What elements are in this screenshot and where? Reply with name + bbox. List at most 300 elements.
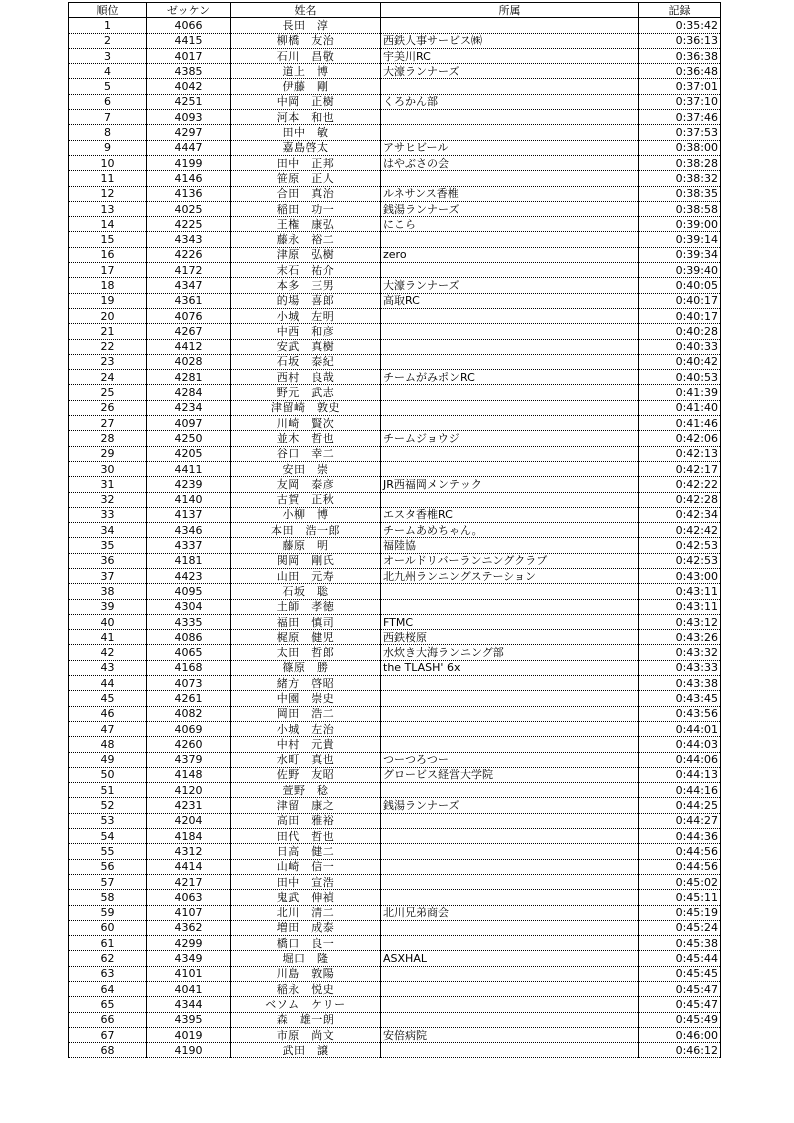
bib-cell: 4137 <box>147 507 231 522</box>
rank-cell: 53 <box>69 813 147 828</box>
team-cell: ASXHAL <box>381 951 639 966</box>
rank-cell: 52 <box>69 798 147 813</box>
rank-cell: 41 <box>69 630 147 645</box>
runner-name-cell: 梶原 健児 <box>231 630 381 645</box>
rank-cell: 59 <box>69 905 147 920</box>
bib-cell: 4347 <box>147 278 231 293</box>
bib-cell: 4184 <box>147 829 231 844</box>
bib-cell: 4226 <box>147 247 231 262</box>
time-cell: 0:39:40 <box>639 263 721 278</box>
rank-cell: 55 <box>69 844 147 859</box>
rank-cell: 57 <box>69 874 147 889</box>
time-cell: 0:42:06 <box>639 431 721 446</box>
team-cell: FTMC <box>381 614 639 629</box>
team-cell <box>381 966 639 981</box>
team-cell <box>381 232 639 247</box>
table-row <box>69 110 721 125</box>
runner-name-cell: 安武 真樹 <box>231 339 381 354</box>
bib-cell: 4362 <box>147 920 231 935</box>
runner-name-cell: 田中 宣浩 <box>231 874 381 889</box>
time-cell: 0:40:42 <box>639 354 721 369</box>
table-row <box>69 461 721 476</box>
runner-name-cell: 谷口 幸二 <box>231 446 381 461</box>
bib-cell: 4146 <box>147 171 231 186</box>
runner-name-cell: 山田 元寿 <box>231 568 381 583</box>
time-cell: 0:38:35 <box>639 186 721 201</box>
rank-cell: 4 <box>69 64 147 79</box>
time-cell: 0:38:00 <box>639 140 721 155</box>
team-cell: 北川兄弟商会 <box>381 905 639 920</box>
team-cell: 高取RC <box>381 293 639 308</box>
runner-name-cell: 笹原 正人 <box>231 171 381 186</box>
table-row <box>69 982 721 997</box>
runner-name-cell: 西村 良哉 <box>231 370 381 385</box>
time-cell: 0:43:38 <box>639 676 721 691</box>
rank-cell: 21 <box>69 324 147 339</box>
rank-cell: 14 <box>69 217 147 232</box>
rank-cell: 8 <box>69 125 147 140</box>
header-rank: 順位 <box>69 3 147 18</box>
table-row <box>69 507 721 522</box>
team-cell <box>381 1012 639 1027</box>
runner-name-cell: 稲永 悦史 <box>231 982 381 997</box>
bib-cell: 4066 <box>147 18 231 33</box>
time-cell: 0:41:39 <box>639 385 721 400</box>
table-row <box>69 829 721 844</box>
runner-name-cell: 市原 尚文 <box>231 1027 381 1042</box>
bib-cell: 4261 <box>147 691 231 706</box>
time-cell: 0:37:46 <box>639 110 721 125</box>
team-cell <box>381 461 639 476</box>
runner-name-cell: 橋口 良一 <box>231 936 381 951</box>
team-cell <box>381 400 639 415</box>
table-row <box>69 691 721 706</box>
team-cell <box>381 920 639 935</box>
runner-name-cell: 中岡 正樹 <box>231 94 381 109</box>
time-cell: 0:39:34 <box>639 247 721 262</box>
rank-cell: 43 <box>69 660 147 675</box>
runner-name-cell: 稲田 功一 <box>231 201 381 216</box>
table-row <box>69 538 721 553</box>
table-row <box>69 155 721 170</box>
time-cell: 0:44:06 <box>639 752 721 767</box>
time-cell: 0:40:28 <box>639 324 721 339</box>
table-row <box>69 324 721 339</box>
rank-cell: 9 <box>69 140 147 155</box>
time-cell: 0:45:44 <box>639 951 721 966</box>
team-cell: つーつろつー <box>381 752 639 767</box>
bib-cell: 4204 <box>147 813 231 828</box>
header-bib: ゼッケン <box>147 3 231 18</box>
runner-name-cell: 中村 元貴 <box>231 737 381 752</box>
rank-cell: 64 <box>69 982 147 997</box>
runner-name-cell: 川崎 賢次 <box>231 416 381 431</box>
table-row <box>69 64 721 79</box>
team-cell: チームジョウジ <box>381 431 639 446</box>
team-cell: ルネサンス香椎 <box>381 186 639 201</box>
rank-cell: 20 <box>69 308 147 323</box>
bib-cell: 4335 <box>147 614 231 629</box>
rank-cell: 61 <box>69 936 147 951</box>
rank-cell: 66 <box>69 1012 147 1027</box>
bib-cell: 4205 <box>147 446 231 461</box>
bib-cell: 4344 <box>147 997 231 1012</box>
time-cell: 0:43:11 <box>639 584 721 599</box>
team-cell <box>381 308 639 323</box>
rank-cell: 35 <box>69 538 147 553</box>
time-cell: 0:40:33 <box>639 339 721 354</box>
team-cell <box>381 584 639 599</box>
table-row <box>69 645 721 660</box>
time-cell: 0:44:56 <box>639 844 721 859</box>
rank-cell: 48 <box>69 737 147 752</box>
team-cell: にこら <box>381 217 639 232</box>
team-cell: はやぶさの会 <box>381 155 639 170</box>
time-cell: 0:43:26 <box>639 630 721 645</box>
team-cell <box>381 263 639 278</box>
rank-cell: 11 <box>69 171 147 186</box>
time-cell: 0:40:17 <box>639 293 721 308</box>
runner-name-cell: 安田 崇 <box>231 461 381 476</box>
bib-cell: 4361 <box>147 293 231 308</box>
runner-name-cell: 小城 左明 <box>231 308 381 323</box>
runner-name-cell: 緒方 啓昭 <box>231 676 381 691</box>
time-cell: 0:42:22 <box>639 477 721 492</box>
bib-cell: 4412 <box>147 339 231 354</box>
team-cell: 安倍病院 <box>381 1027 639 1042</box>
runner-name-cell: 津留 康之 <box>231 798 381 813</box>
time-cell: 0:45:47 <box>639 982 721 997</box>
time-cell: 0:38:58 <box>639 201 721 216</box>
runner-name-cell: 藤永 裕二 <box>231 232 381 247</box>
runner-name-cell: 田中 敏 <box>231 125 381 140</box>
bib-cell: 4140 <box>147 492 231 507</box>
rank-cell: 2 <box>69 33 147 48</box>
team-cell <box>381 706 639 721</box>
team-cell: アサヒビール <box>381 140 639 155</box>
rank-cell: 7 <box>69 110 147 125</box>
bib-cell: 4299 <box>147 936 231 951</box>
bib-cell: 4042 <box>147 79 231 94</box>
time-cell: 0:42:42 <box>639 523 721 538</box>
rank-cell: 6 <box>69 94 147 109</box>
team-cell <box>381 813 639 828</box>
runner-name-cell: 中西 和彦 <box>231 324 381 339</box>
team-cell <box>381 354 639 369</box>
table-row <box>69 630 721 645</box>
bib-cell: 4199 <box>147 155 231 170</box>
runner-name-cell: ベソム ケリー <box>231 997 381 1012</box>
time-cell: 0:45:49 <box>639 1012 721 1027</box>
bib-cell: 4148 <box>147 767 231 782</box>
table-row <box>69 523 721 538</box>
table-row <box>69 293 721 308</box>
rank-cell: 31 <box>69 477 147 492</box>
team-cell <box>381 385 639 400</box>
rank-cell: 60 <box>69 920 147 935</box>
time-cell: 0:36:48 <box>639 64 721 79</box>
runner-name-cell: 武田 譲 <box>231 1043 381 1058</box>
bib-cell: 4082 <box>147 706 231 721</box>
time-cell: 0:45:19 <box>639 905 721 920</box>
table-row <box>69 232 721 247</box>
team-cell: オールドリバーランニングクラブ <box>381 553 639 568</box>
runner-name-cell: 柳橋 友治 <box>231 33 381 48</box>
time-cell: 0:37:10 <box>639 94 721 109</box>
time-cell: 0:41:40 <box>639 400 721 415</box>
header-team: 所属 <box>381 3 639 18</box>
bib-cell: 4234 <box>147 400 231 415</box>
bib-cell: 4267 <box>147 324 231 339</box>
table-row <box>69 140 721 155</box>
team-cell <box>381 599 639 614</box>
runner-name-cell: 道上 博 <box>231 64 381 79</box>
runner-name-cell: 小城 左治 <box>231 721 381 736</box>
bib-cell: 4415 <box>147 33 231 48</box>
rank-cell: 22 <box>69 339 147 354</box>
bib-cell: 4181 <box>147 553 231 568</box>
table-row <box>69 431 721 446</box>
table-row <box>69 247 721 262</box>
time-cell: 0:44:27 <box>639 813 721 828</box>
runner-name-cell: 石坂 泰紀 <box>231 354 381 369</box>
team-cell <box>381 829 639 844</box>
rank-cell: 40 <box>69 614 147 629</box>
table-row <box>69 171 721 186</box>
bib-cell: 4343 <box>147 232 231 247</box>
table-row <box>69 737 721 752</box>
header-time: 記録 <box>639 3 721 18</box>
time-cell: 0:37:53 <box>639 125 721 140</box>
rank-cell: 28 <box>69 431 147 446</box>
table-row <box>69 33 721 48</box>
results-table <box>68 2 721 1058</box>
runner-name-cell: 古賀 正秋 <box>231 492 381 507</box>
team-cell: 大濠ランナーズ <box>381 64 639 79</box>
table-row <box>69 339 721 354</box>
time-cell: 0:43:11 <box>639 599 721 614</box>
runner-name-cell: 関岡 剛氏 <box>231 553 381 568</box>
time-cell: 0:42:53 <box>639 538 721 553</box>
bib-cell: 4069 <box>147 721 231 736</box>
rank-cell: 27 <box>69 416 147 431</box>
bib-cell: 4423 <box>147 568 231 583</box>
table-row <box>69 874 721 889</box>
team-cell <box>381 171 639 186</box>
runner-name-cell: 嘉島啓太 <box>231 140 381 155</box>
bib-cell: 4190 <box>147 1043 231 1058</box>
time-cell: 0:43:12 <box>639 614 721 629</box>
rank-cell: 32 <box>69 492 147 507</box>
time-cell: 0:43:00 <box>639 568 721 583</box>
bib-cell: 4120 <box>147 783 231 798</box>
team-cell <box>381 997 639 1012</box>
runner-name-cell: 萱野 稔 <box>231 783 381 798</box>
time-cell: 0:37:01 <box>639 79 721 94</box>
table-row <box>69 660 721 675</box>
team-cell <box>381 721 639 736</box>
rank-cell: 36 <box>69 553 147 568</box>
table-row <box>69 859 721 874</box>
time-cell: 0:43:56 <box>639 706 721 721</box>
table-row <box>69 584 721 599</box>
time-cell: 0:39:14 <box>639 232 721 247</box>
runner-name-cell: 本多 三男 <box>231 278 381 293</box>
time-cell: 0:42:34 <box>639 507 721 522</box>
team-cell <box>381 676 639 691</box>
rank-cell: 37 <box>69 568 147 583</box>
bib-cell: 4136 <box>147 186 231 201</box>
team-cell: 銭湯ランナーズ <box>381 201 639 216</box>
bib-cell: 4172 <box>147 263 231 278</box>
time-cell: 0:36:13 <box>639 33 721 48</box>
rank-cell: 56 <box>69 859 147 874</box>
time-cell: 0:43:45 <box>639 691 721 706</box>
team-cell: チームがみポンRC <box>381 370 639 385</box>
table-row <box>69 767 721 782</box>
time-cell: 0:42:28 <box>639 492 721 507</box>
runner-name-cell: 長田 淳 <box>231 18 381 33</box>
team-cell: チームあめちゃん。 <box>381 523 639 538</box>
rank-cell: 18 <box>69 278 147 293</box>
bib-cell: 4225 <box>147 217 231 232</box>
rank-cell: 30 <box>69 461 147 476</box>
time-cell: 0:43:32 <box>639 645 721 660</box>
team-cell: zero <box>381 247 639 262</box>
rank-cell: 5 <box>69 79 147 94</box>
runner-name-cell: 太田 哲郎 <box>231 645 381 660</box>
team-cell <box>381 125 639 140</box>
time-cell: 0:44:25 <box>639 798 721 813</box>
bib-cell: 4017 <box>147 48 231 63</box>
rank-cell: 54 <box>69 829 147 844</box>
team-cell <box>381 783 639 798</box>
table-row <box>69 890 721 905</box>
team-cell <box>381 982 639 997</box>
table-row <box>69 721 721 736</box>
rank-cell: 13 <box>69 201 147 216</box>
table-row <box>69 599 721 614</box>
time-cell: 0:42:53 <box>639 553 721 568</box>
time-cell: 0:35:42 <box>639 18 721 33</box>
runner-name-cell: 中園 崇史 <box>231 691 381 706</box>
runner-name-cell: 河本 和也 <box>231 110 381 125</box>
rank-cell: 33 <box>69 507 147 522</box>
table-row <box>69 79 721 94</box>
time-cell: 0:41:46 <box>639 416 721 431</box>
runner-name-cell: 鬼武 伸禎 <box>231 890 381 905</box>
rank-cell: 51 <box>69 783 147 798</box>
time-cell: 0:39:00 <box>639 217 721 232</box>
bib-cell: 4239 <box>147 477 231 492</box>
time-cell: 0:42:13 <box>639 446 721 461</box>
runner-name-cell: 日高 健二 <box>231 844 381 859</box>
team-cell: 水炊き大海ランニング部 <box>381 645 639 660</box>
time-cell: 0:46:12 <box>639 1043 721 1058</box>
rank-cell: 29 <box>69 446 147 461</box>
time-cell: 0:44:01 <box>639 721 721 736</box>
time-cell: 0:46:00 <box>639 1027 721 1042</box>
table-row <box>69 354 721 369</box>
team-cell <box>381 691 639 706</box>
team-cell <box>381 18 639 33</box>
runner-name-cell: 土師 孝徳 <box>231 599 381 614</box>
table-row <box>69 997 721 1012</box>
rank-cell: 10 <box>69 155 147 170</box>
rank-cell: 17 <box>69 263 147 278</box>
table-row <box>69 936 721 951</box>
team-cell: エスタ香椎RC <box>381 507 639 522</box>
runner-name-cell: 堀口 隆 <box>231 951 381 966</box>
rank-cell: 42 <box>69 645 147 660</box>
team-cell <box>381 492 639 507</box>
bib-cell: 4379 <box>147 752 231 767</box>
time-cell: 0:40:17 <box>639 308 721 323</box>
time-cell: 0:44:36 <box>639 829 721 844</box>
time-cell: 0:45:02 <box>639 874 721 889</box>
time-cell: 0:45:24 <box>639 920 721 935</box>
runner-name-cell: 津留崎 敦史 <box>231 400 381 415</box>
team-cell <box>381 844 639 859</box>
runner-name-cell: 並木 哲也 <box>231 431 381 446</box>
table-row <box>69 217 721 232</box>
table-row <box>69 798 721 813</box>
team-cell <box>381 874 639 889</box>
table-row <box>69 1043 721 1058</box>
team-cell <box>381 737 639 752</box>
rank-cell: 45 <box>69 691 147 706</box>
bib-cell: 4447 <box>147 140 231 155</box>
time-cell: 0:44:03 <box>639 737 721 752</box>
table-row <box>69 951 721 966</box>
table-row <box>69 446 721 461</box>
bib-cell: 4041 <box>147 982 231 997</box>
team-cell <box>381 79 639 94</box>
table-row <box>69 278 721 293</box>
time-cell: 0:40:53 <box>639 370 721 385</box>
team-cell: 西鉄桜原 <box>381 630 639 645</box>
time-cell: 0:38:28 <box>639 155 721 170</box>
time-cell: 0:44:56 <box>639 859 721 874</box>
header-name: 姓名 <box>231 3 381 18</box>
bib-cell: 4281 <box>147 370 231 385</box>
rank-cell: 58 <box>69 890 147 905</box>
runner-name-cell: 野元 武志 <box>231 385 381 400</box>
runner-name-cell: 田中 正邦 <box>231 155 381 170</box>
table-row <box>69 201 721 216</box>
header-row <box>69 3 721 18</box>
runner-name-cell: 藤原 明 <box>231 538 381 553</box>
team-cell <box>381 110 639 125</box>
table-row <box>69 568 721 583</box>
team-cell: くろかん部 <box>381 94 639 109</box>
time-cell: 0:43:33 <box>639 660 721 675</box>
bib-cell: 4086 <box>147 630 231 645</box>
runner-name-cell: 的場 喜郎 <box>231 293 381 308</box>
time-cell: 0:44:13 <box>639 767 721 782</box>
rank-cell: 62 <box>69 951 147 966</box>
bib-cell: 4312 <box>147 844 231 859</box>
runner-name-cell: 岡田 浩二 <box>231 706 381 721</box>
table-row <box>69 920 721 935</box>
time-cell: 0:36:38 <box>639 48 721 63</box>
time-cell: 0:45:38 <box>639 936 721 951</box>
table-row <box>69 400 721 415</box>
table-row <box>69 492 721 507</box>
bib-cell: 4028 <box>147 354 231 369</box>
team-cell <box>381 936 639 951</box>
rank-cell: 47 <box>69 721 147 736</box>
